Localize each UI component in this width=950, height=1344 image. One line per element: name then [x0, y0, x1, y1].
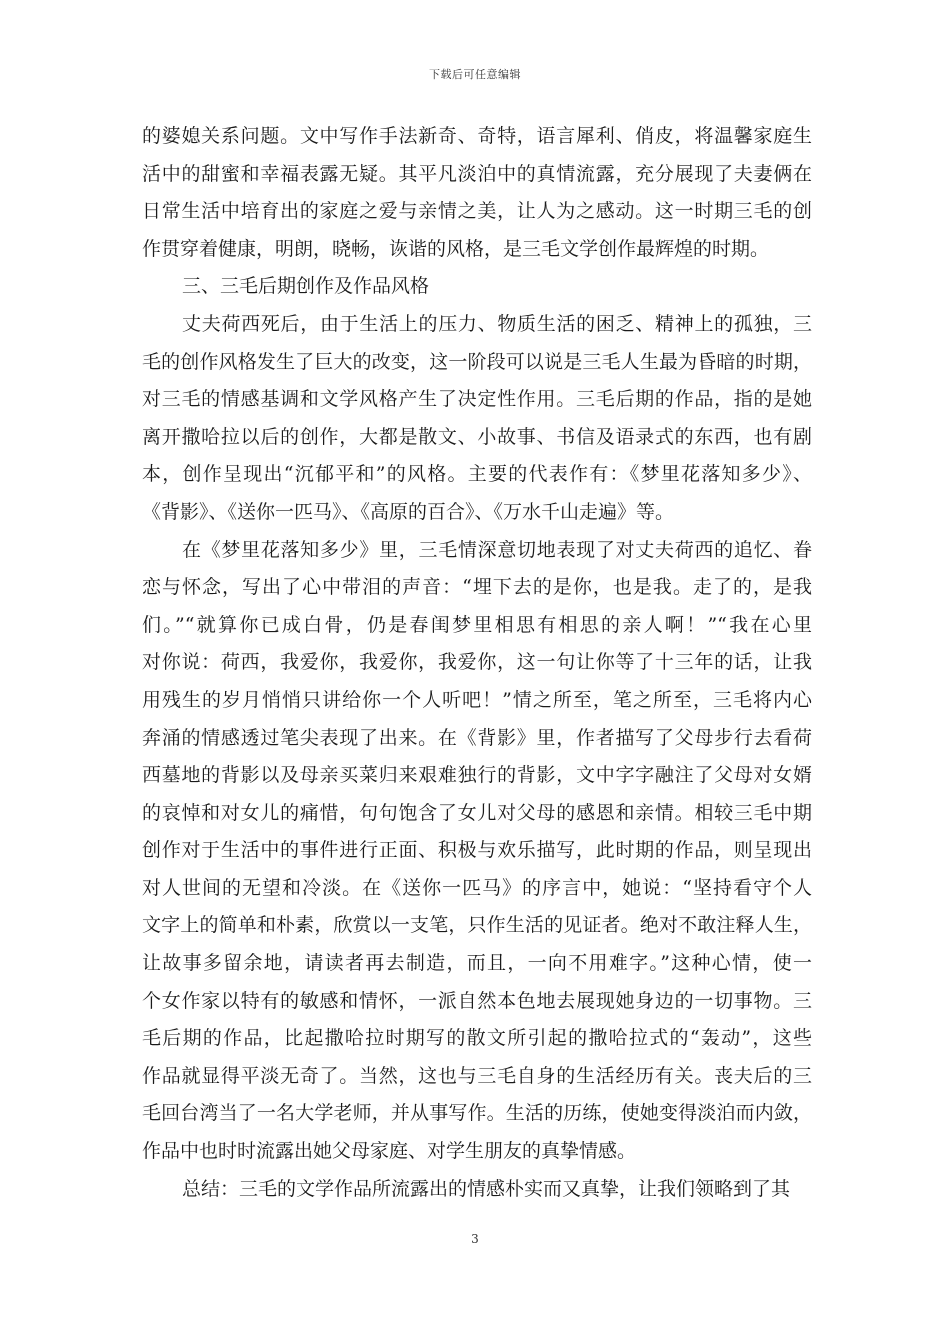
text-line: 活中的甜蜜和幸福表露无疑。其平凡淡泊中的真情流露，充分展现了夫妻俩在 [142, 162, 812, 185]
text-line: 文字上的简单和朴素，欣赏以一支笔，只作生活的见证者。绝对不敢注释人生， [142, 914, 812, 937]
section-heading: 三、三毛后期创作及作品风格 [182, 275, 430, 298]
text-line: 让故事多留余地，请读者再去制造，而且，一向不用难字。”这种心情，使一 [142, 952, 812, 975]
document-body [142, 118, 812, 1208]
text-line: 丈夫荷西死后，由于生活上的压力、物质生活的困乏、精神上的孤独，三 [182, 312, 812, 335]
page-header: 下载后可任意编辑 [429, 68, 521, 81]
text-line: 对人世间的无望和冷淡。在《送你一匹马》的序言中，她说：“坚持看守个人 [142, 876, 812, 899]
text-line: 离开撒哈拉以后的创作，大都是散文、小故事、书信及语录式的东西，也有剧 [142, 425, 812, 448]
text-line: 的哀悼和对女儿的痛惜，句句饱含了女儿对父母的感恩和亲情。相较三毛中期 [142, 801, 812, 824]
text-line: 西墓地的背影以及母亲买菜归来艰难独行的背影，文中字字融注了父母对女婿 [142, 764, 812, 787]
page-number: 3 [471, 1232, 479, 1246]
text-line: 个女作家以特有的敏感和情怀，一派自然本色地去展现她身边的一切事物。三 [142, 989, 812, 1012]
text-line: 毛后期的作品，比起撒哈拉时期写的散文所引起的撒哈拉式的“轰动”，这些 [142, 1027, 812, 1050]
text-line: 对你说：荷西，我爱你，我爱你，我爱你，这一句让你等了十三年的话，让我 [142, 651, 812, 674]
text-line: 《背影》、《送你一匹马》、《高原的百合》、《万水千山走遍》等。 [142, 500, 675, 523]
text-line: 毛的创作风格发生了巨大的改变，这一阶段可以说是三毛人生最为昏暗的时期， [142, 350, 812, 373]
text-line: 们。”“就算你已成白骨，仍是春闺梦里相思有相思的亲人啊！”“我在心里 [142, 613, 812, 636]
text-line: 用残生的岁月悄悄只讲给你一个人听吧！”情之所至，笔之所至，三毛将内心 [142, 688, 812, 711]
text-line: 毛回台湾当了一名大学老师，并从事写作。生活的历练，使她变得淡泊而内敛， [142, 1102, 812, 1125]
text-line: 作品中也时时流露出她父母家庭、对学生朋友的真挚情感。 [142, 1140, 637, 1163]
text-line: 奔涌的情感透过笔尖表现了出来。在《背影》里，作者描写了父母步行去看荷 [142, 726, 812, 749]
text-line: 作贯穿着健康，明朗，晓畅，诙谐的风格，是三毛文学创作最辉煌的时期。 [142, 237, 770, 260]
text-line: 总结：三毛的文学作品所流露出的情感朴实而又真挚，让我们领略到了其 [182, 1177, 791, 1200]
text-line: 日常生活中培育出的家庭之爱与亲情之美，让人为之感动。这一时期三毛的创 [142, 200, 812, 223]
text-line: 恋与怀念，写出了心中带泪的声音：“埋下去的是你，也是我。走了的，是我 [142, 576, 812, 599]
text-line: 在《梦里花落知多少》里，三毛情深意切地表现了对丈夫荷西的追忆、眷 [182, 538, 812, 561]
text-line: 本，创作呈现出“沉郁平和”的风格。主要的代表作有：《梦里花落知多少》、 [142, 463, 812, 486]
text-line: 创作对于生活中的事件进行正面、积极与欢乐描写，此时期的作品，则呈现出 [142, 839, 812, 862]
text-line: 的婆媳关系问题。文中写作手法新奇、奇特，语言犀利、俏皮，将温馨家庭生 [142, 125, 812, 147]
text-line: 对三毛的情感基调和文学风格产生了决定性作用。三毛后期的作品，指的是她 [142, 388, 812, 411]
text-line: 作品就显得平淡无奇了。当然，这也与三毛自身的生活经历有关。丧夫后的三 [142, 1064, 812, 1087]
